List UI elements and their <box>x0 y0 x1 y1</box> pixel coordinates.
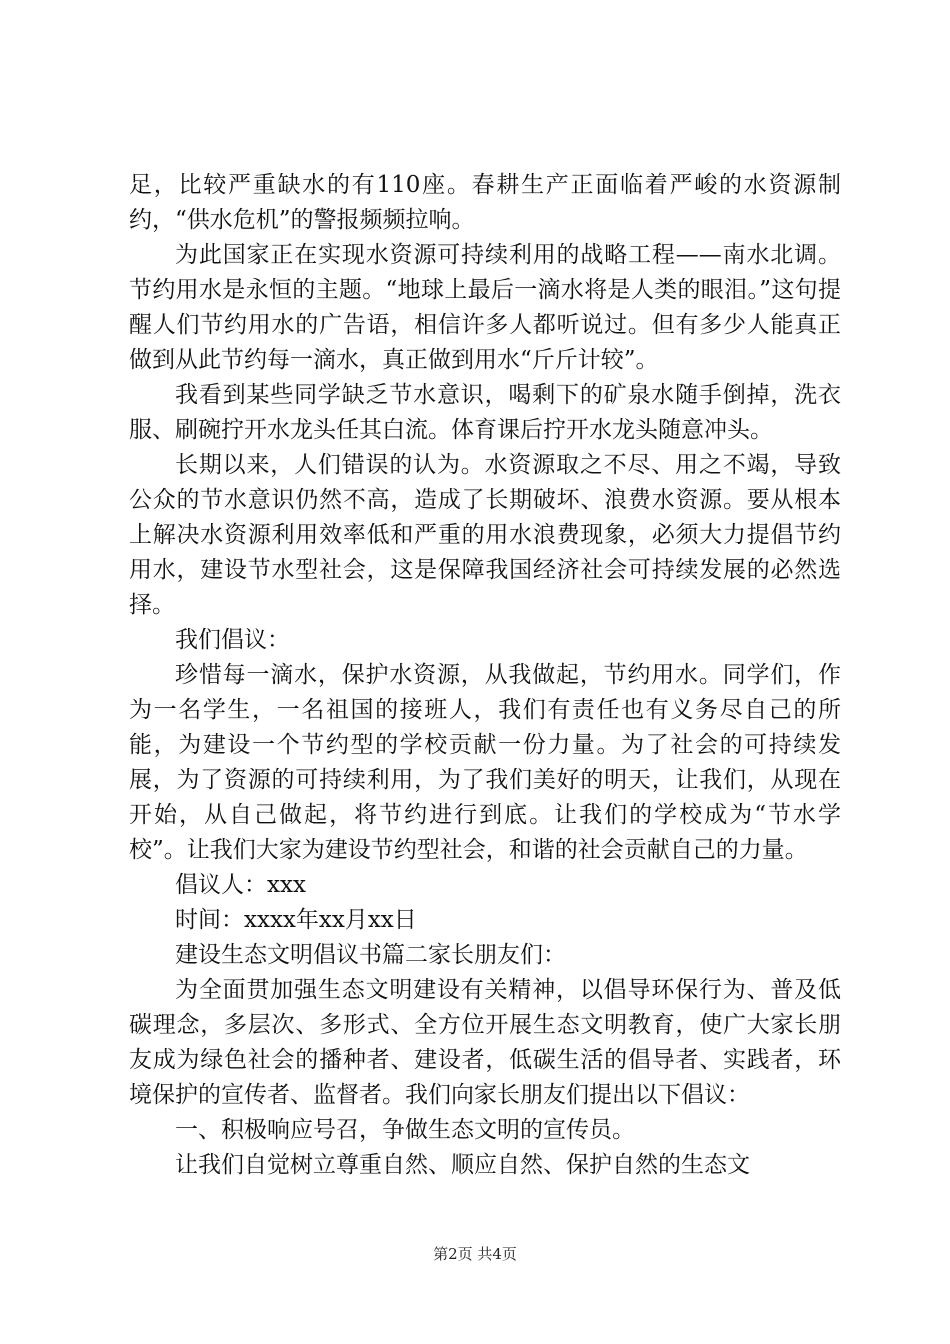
proposer-line: 倡议人：xxx <box>175 872 306 898</box>
paragraph-3: 我看到某些同学缺乏节水意识，喝剩下的矿泉水随手倒掉，洗衣服、刷碗拧开水龙头任其白流。体育课后拧开水龙头随意冲头。 <box>129 382 841 443</box>
page-footer: 第2页 共4页 <box>433 1245 517 1263</box>
paragraph-4: 长期以来，人们错误的认为。水资源取之不尽、用之不竭，导致公众的节水意识仍然不高，造成了长期破坏、浪费水资源。要从根本上解决水资源利用效率低和严重的用水浪费现象，必须大力提倡节约用水，建设节水型社会，这是保障我国经济社会可持续发展的必然选择。 <box>129 452 841 618</box>
document-body <box>129 168 841 1183</box>
date-line: 时间：xxxx年xx月xx日 <box>175 907 417 933</box>
paragraph-proposal-heading: 我们倡议： <box>175 627 290 653</box>
point-one-heading: 一、积极响应号召，争做生态文明的宣传员。 <box>175 1117 635 1143</box>
paragraph-5: 珍惜每一滴水，保护水资源，从我做起，节约用水。同学们，作为一名学生，一名祖国的接班人，我们有责任也有义务尽自己的所能，为建设一个节约型的学校贡献一份力量。为了社会的可持续发展，为了资源的可持续利用，为了我们美好的明天，让我们，从现在开始，从自己做起，将节约进行到底。让我们的学校成为“节水学校”。让我们大家为建设节约型社会，和谐的社会贡献自己的力量。 <box>129 662 841 863</box>
paragraph-2: 为此国家正在实现水资源可持续利用的战略工程——南水北调。节约用水是永恒的主题。“地球上最后一滴水将是人类的眼泪。”这句提醒人们节约用水的广告语，相信许多人都听说过。但有多少人能真正做到从此节约每一滴水，真正做到用水“斤斤计较”。 <box>129 242 841 373</box>
paragraph-1: 足，比较严重缺水的有110座。春耕生产正面临着严峻的水资源制约，“供水危机”的警报频频拉响。 <box>129 172 841 233</box>
paragraph-7: 让我们自觉树立尊重自然、顺应自然、保护自然的生态文 <box>175 1152 750 1178</box>
section-two-heading: 建设生态文明倡议书篇二家长朋友们： <box>175 942 566 968</box>
paragraph-6: 为全面贯加强生态文明建设有关精神，以倡导环保行为、普及低碳理念，多层次、多形式、全方位开展生态文明教育，使广大家长朋友成为绿色社会的播种者、建设者，低碳生活的倡导者、实践者，环境保护的宣传者、监督者。我们向家长朋友们提出以下倡议： <box>129 977 841 1108</box>
